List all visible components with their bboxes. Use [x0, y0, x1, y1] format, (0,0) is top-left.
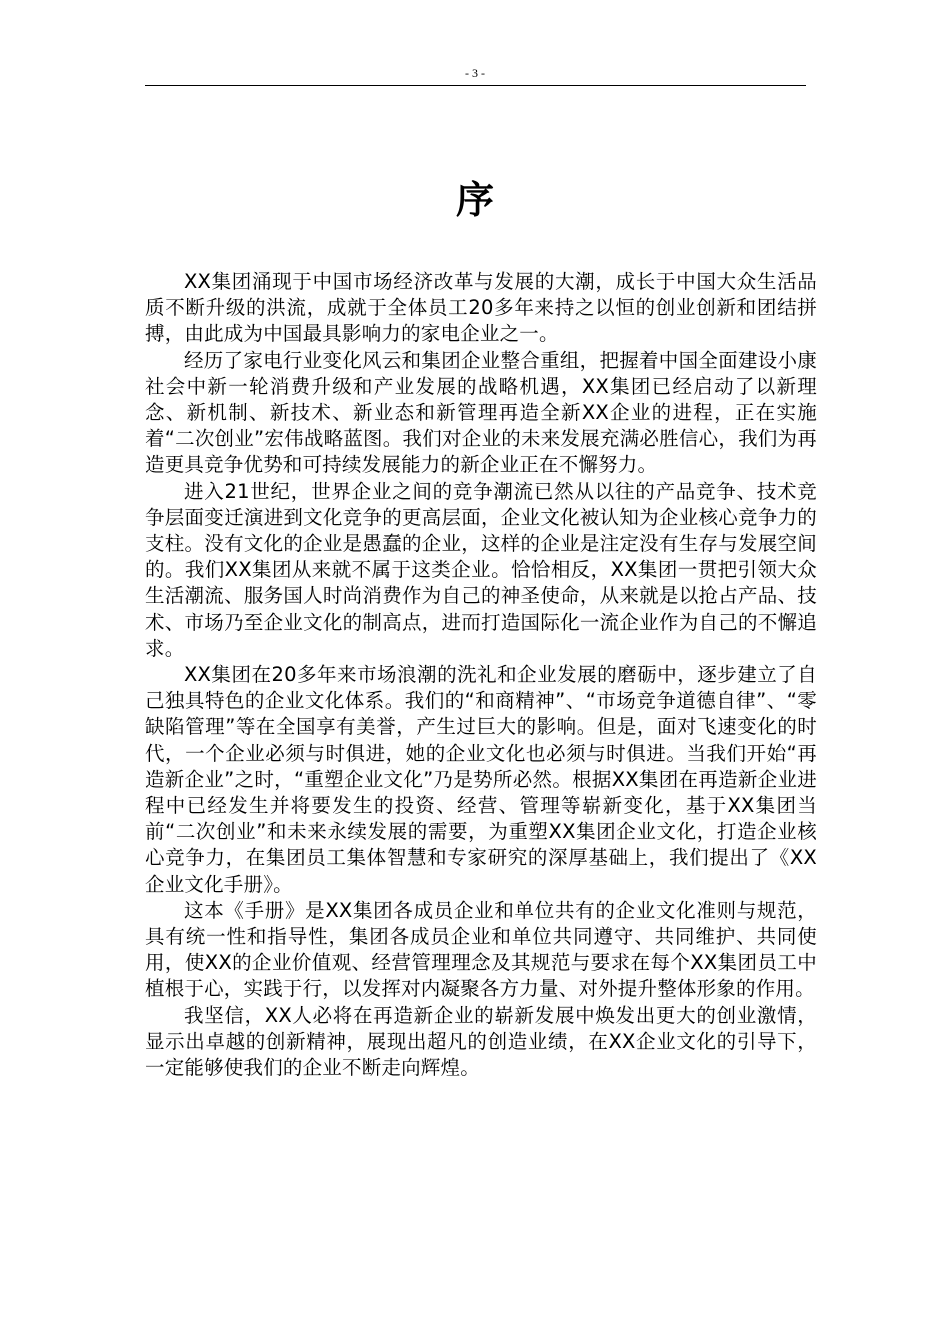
paragraph-6: 我坚信，XX人必将在再造新企业的崭新发展中焕发出更大的创业激情，显示出卓越的创新精神，展现出超凡的创造业绩，在XX企业文化的引导下，一定能够使我们的企业不断走向辉煌。: [145, 1003, 817, 1080]
page-number: - 3 -: [465, 66, 485, 80]
paragraph-5: 这本《手册》是XX集团各成员企业和单位共有的企业文化准则与规范，具有统一性和指导性，集团各成员企业和单位共同遵守、共同维护、共同使用，使XX的企业价值观、经营管理理念及其规范与要求在每个XX集团员工中植根于心，实践于行，以发挥对内凝聚各方力量、对外提升整体形象的作用。: [145, 898, 817, 1001]
paragraph-4: XX集团在20多年来市场浪潮的洗礼和企业发展的磨砺中，逐步建立了自己独具特色的企业文化体系。我们的“和商精神”、“市场竞争道德自律”、“零缺陷管理”等在全国享有美誉，产生过巨大的影响。但是，面对飞速变化的时代，一个企业必须与时俱进，她的企业文化也必须与时俱进。当我们开始“再造新企业”之时，“重塑企业文化”乃是势所必然。根据XX集团在再造新企业进程中已经发生并将要发生的投资、经营、管理等崭新变化，基于XX集团当前“二次创业”和未来永续发展的需要，为重塑XX集团企业文化，打造企业核心竞争力，在集团员工集体智慧和专家研究的深厚基础上，我们提出了《XX企业文化手册》。: [145, 663, 817, 896]
paragraph-1: XX集团涌现于中国市场经济改革与发展的大潮，成长于中国大众生活品质不断升级的洪流，成就于全体员工20多年来持之以恒的创业创新和团结拼搏，由此成为中国最具影响力的家电企业之一。: [145, 270, 817, 346]
paragraph-3: 进入21世纪，世界企业之间的竞争潮流已然从以往的产品竞争、技术竞争层面变迁演进到文化竞争的更高层面，企业文化被认知为企业核心竞争力的支柱。没有文化的企业是愚蠢的企业，这样的企业是注定没有生存与发展空间的。我们XX集团从来就不属于这类企业。恰恰相反，XX集团一贯把引领大众生活潮流、服务国人时尚消费作为自己的神圣使命，从来就是以抢占产品、技术、市场乃至企业文化的制高点，进而打造国际化一流企业作为自己的不懈追求。: [145, 479, 817, 660]
header-rule: [145, 85, 806, 86]
document-body: [145, 269, 817, 1081]
document-title: 序: [455, 178, 494, 222]
paragraph-2: 经历了家电行业变化风云和集团企业整合重组，把握着中国全面建设小康社会中新一轮消费升级和产业发展的战略机遇，XX集团已经启动了以新理念、新机制、新技术、新业态和新管理再造全新XX企业的进程，正在实施着“二次创业”宏伟战略蓝图。我们对企业的未来发展充满必胜信心，我们为再造更具竞争优势和可持续发展能力的新企业正在不懈努力。: [145, 348, 817, 477]
